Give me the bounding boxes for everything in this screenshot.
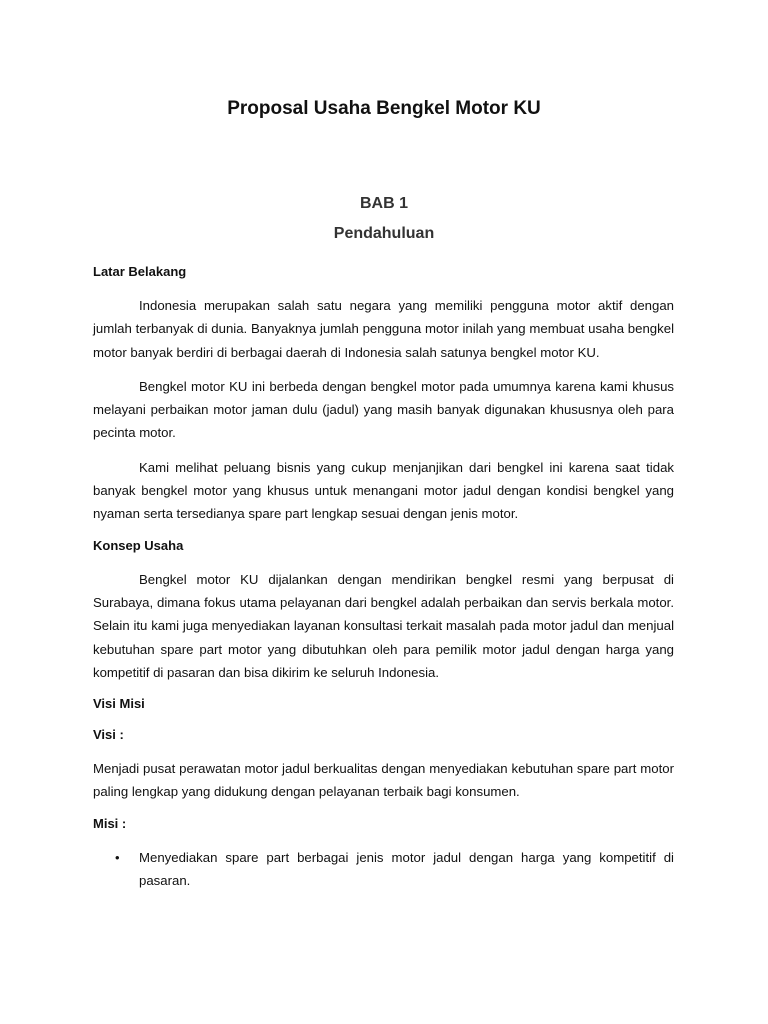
- bullet-icon: •: [115, 849, 120, 865]
- list-item: [93, 846, 674, 893]
- document-body: [93, 263, 674, 892]
- misi-item-text: Menyediakan spare part berbagai jenis motor jadul dengan harga yang kompetitif di pasaran.: [139, 849, 674, 889]
- section-visi-misi: [93, 695, 674, 892]
- document-title: Proposal Usaha Bengkel Motor KU: [227, 98, 541, 119]
- chapter-number: BAB 1: [359, 195, 408, 212]
- visi-text: Menjadi pusat perawatan motor jadul berkualitas dengan menyediakan kebutuhan spare part motor paling lengkap yang didukung dengan pelayanan terbaik bagi konsumen.: [93, 761, 674, 800]
- paragraph: Kami melihat peluang bisnis yang cukup menjanjikan dari bengkel ini karena saat tidak banyak bengkel motor yang khusus untuk menangani motor jadul dengan kondisi bengkel yang nyaman serta tersedianya spare part lengkap sesuai dengan jenis motor.: [93, 459, 674, 522]
- visi-label: Visi :: [93, 727, 124, 743]
- section-heading-konsep-usaha: Konsep Usaha: [93, 537, 184, 553]
- section-latar-belakang: [93, 263, 674, 526]
- misi-label: Misi :: [93, 815, 127, 831]
- section-heading-latar-belakang: Latar Belakang: [93, 264, 187, 279]
- section-heading-visi-misi: Visi Misi: [93, 696, 145, 712]
- chapter-title: Pendahuluan: [333, 225, 435, 242]
- section-konsep-usaha: [93, 537, 674, 684]
- paragraph: Indonesia merupakan salah satu negara yang memiliki pengguna motor aktif dengan jumlah terbanyak di dunia. Banyaknya jumlah pengguna motor inilah yang membuat usaha bengkel motor banyak berdiri di berbagai daerah di Indonesia salah satunya bengkel motor KU.: [93, 298, 674, 360]
- paragraph: Bengkel motor KU ini berbeda dengan bengkel motor pada umumnya karena kami khusus melayani perbaikan motor jaman dulu (jadul) yang masih banyak digunakan khususnya oleh para pecinta motor.: [93, 378, 674, 441]
- misi-list: [93, 846, 674, 893]
- paragraph: Bengkel motor KU dijalankan dengan mendirikan bengkel resmi yang berpusat di Surabaya, dimana fokus utama pelayanan dari bengkel adalah perbaikan dan servis berkala motor. Selain itu kami juga menyediakan layanan konsultasi terkait masalah pada motor jadul dan menjual kebutuhan spare part motor yang dibutuhkan oleh para pemilik motor jadul dengan harga yang kompetitif di pasaran dan bisa dikirim ke seluruh Indonesia.: [93, 571, 674, 680]
